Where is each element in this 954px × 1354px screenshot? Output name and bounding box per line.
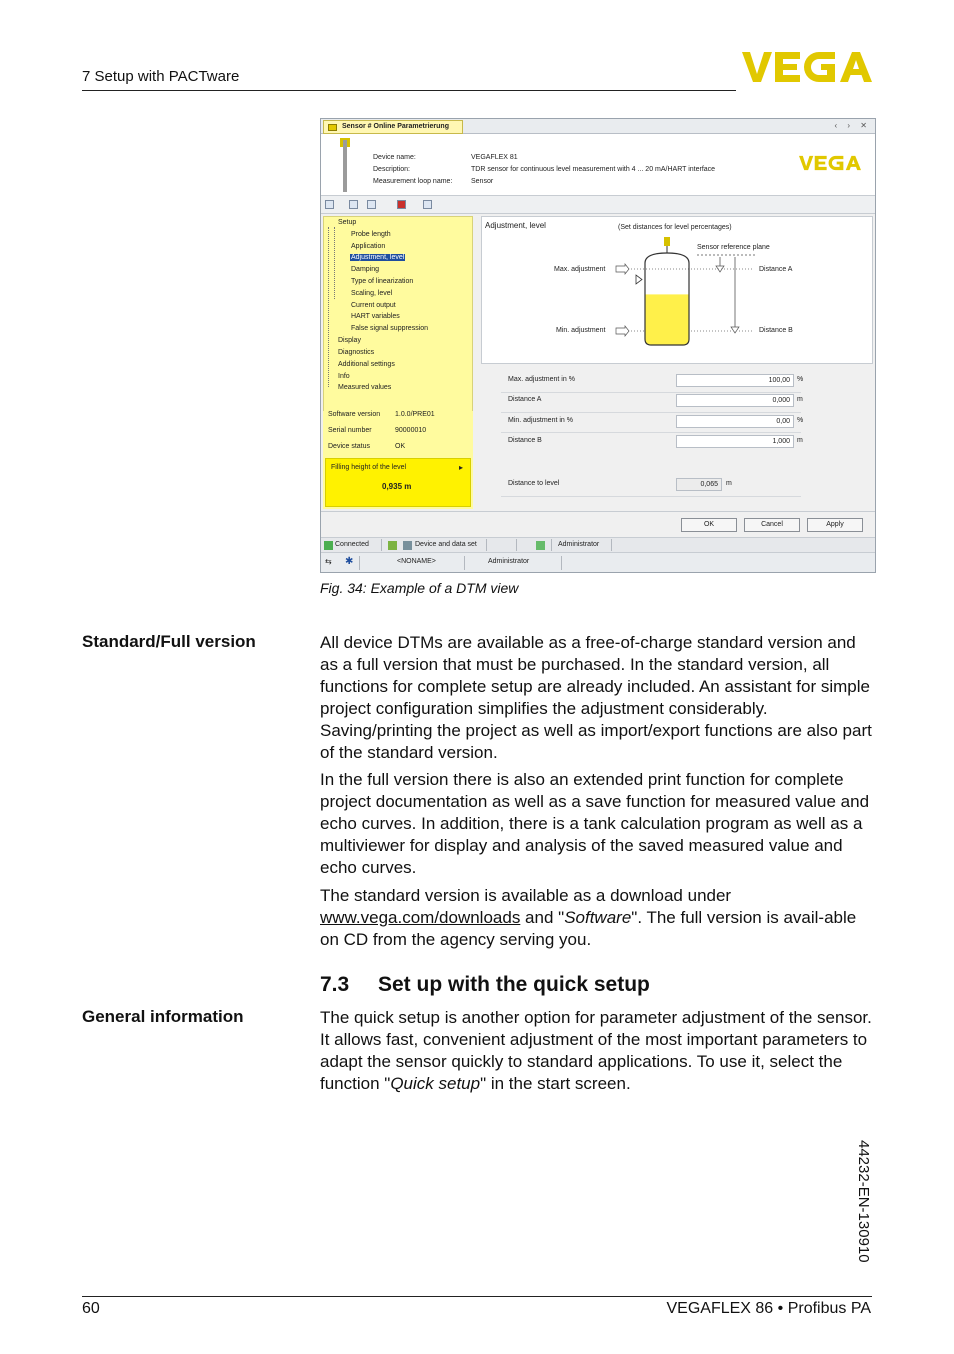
distance-to-level-label: Distance to level xyxy=(508,480,560,487)
tree-item-adjustment-level[interactable]: Adjustment, level xyxy=(351,254,405,261)
panel-subtitle: (Set distances for level percentages) xyxy=(618,224,732,231)
page-number: 60 xyxy=(82,1300,100,1317)
dtm-screenshot xyxy=(320,118,876,573)
sensor-reference-label: Sensor reference plane xyxy=(697,244,770,251)
running-header: 7 Setup with PACTware xyxy=(82,68,240,85)
device-data-status: Device and data set xyxy=(415,541,477,548)
tree-item-display[interactable]: Display xyxy=(338,337,361,344)
figure-caption: Fig. 34: Example of a DTM view xyxy=(320,580,519,596)
tree-item-additional-settings[interactable]: Additional settings xyxy=(338,361,395,368)
cancel-button[interactable]: Cancel xyxy=(744,518,800,532)
distance-a-label: Distance A xyxy=(759,266,793,273)
serial-value: 90000010 xyxy=(395,427,427,434)
device-name-value: VEGAFLEX 81 xyxy=(471,154,518,161)
adjustment-form xyxy=(481,364,873,509)
section-title: Set up with the quick setup xyxy=(378,973,650,996)
connected-status: Connected xyxy=(335,541,369,548)
apply-button[interactable]: Apply xyxy=(807,518,863,532)
vega-logo xyxy=(742,50,872,84)
print-icon[interactable] xyxy=(349,200,358,209)
tree-item-current-output[interactable]: Current output xyxy=(351,302,396,309)
filling-height-value: 0,935 m xyxy=(382,482,412,491)
min-adjustment-input[interactable]: 0,00 xyxy=(676,415,794,428)
tree-item-application[interactable]: Application xyxy=(351,243,386,250)
connected-icon xyxy=(324,541,333,550)
tank-drawing xyxy=(482,217,874,365)
max-adjustment-unit: % xyxy=(797,376,804,383)
serial-label: Serial number xyxy=(328,427,372,434)
panel-title: Adjustment, level xyxy=(485,221,546,230)
sw-version-value: 1.0.0/PRE01 xyxy=(395,411,435,418)
adjustment-diagram xyxy=(481,216,873,364)
status-bar xyxy=(321,537,875,552)
device-info xyxy=(321,134,875,196)
help-icon[interactable] xyxy=(423,200,432,209)
side-heading-general-info: General information xyxy=(82,1007,244,1026)
tree-item-info[interactable]: Info xyxy=(338,373,350,380)
sensor-head-icon xyxy=(664,237,670,246)
tree-item-scaling-level[interactable]: Scaling, level xyxy=(351,290,393,297)
distance-to-level-value: 0,065 xyxy=(676,478,722,491)
dialog-buttons xyxy=(321,511,875,537)
filling-height-box[interactable] xyxy=(325,458,471,507)
layout-icon[interactable] xyxy=(325,200,334,209)
description-value: TDR sensor for continuous level measurement with 4 ... 20 mA/HART interface xyxy=(471,166,716,173)
min-adjustment-field-label: Min. adjustment in % xyxy=(508,417,573,424)
tree-item-false-signal[interactable]: False signal suppression xyxy=(351,325,429,332)
tree-item-hart-variables[interactable]: HART variables xyxy=(351,313,400,320)
section-number: 7.3 xyxy=(320,973,350,996)
paragraph-standard-version: All device DTMs are available as a free-of-charge standard version and as a full version that must be purchased. In the standard version, all functions for complete setup are already included. An assistant for simple project configuration simplifies the adjustment considerably. Saving/printing the project as well as import/export functions are also part of the standard version. xyxy=(320,633,872,762)
tree-item-linearization[interactable]: Type of linearization xyxy=(351,278,414,285)
sync-icon xyxy=(388,541,397,550)
product-name: VEGAFLEX 86 • Profibus PA xyxy=(666,1300,871,1317)
tree-item-measured-values[interactable]: Measured values xyxy=(338,384,392,391)
document-id: 44232-EN-130910 xyxy=(855,1140,872,1263)
tools-icon[interactable] xyxy=(367,200,376,209)
device-status-value: OK xyxy=(395,443,406,450)
header-rule xyxy=(82,90,736,91)
device-name-label: Device name: xyxy=(373,154,416,161)
min-adjustment-label: Min. adjustment xyxy=(556,327,606,334)
ok-button[interactable]: OK xyxy=(681,518,737,532)
check-icon xyxy=(536,541,545,550)
tab-sensor-online[interactable]: Sensor # Online Parametrierung xyxy=(323,120,463,134)
section-heading xyxy=(320,973,650,997)
tree-item-setup[interactable]: Setup xyxy=(338,219,357,226)
device-status-label: Device status xyxy=(328,443,371,450)
network-icon[interactable]: ⇆ xyxy=(325,557,332,566)
paragraph-download: The standard version is available as a download under www.vega.com/downloads and "Software". The full version is avail-able on CD from the agency serving you. xyxy=(320,886,857,949)
sw-version-label: Software version xyxy=(328,411,381,418)
vega-logo-small xyxy=(799,154,861,172)
tab-bar xyxy=(321,119,875,134)
sensor-tab-icon xyxy=(328,124,337,131)
toolbar xyxy=(321,196,875,214)
description-label: Description: xyxy=(373,166,410,173)
max-adjustment-field-label: Max. adjustment in % xyxy=(508,376,575,383)
probe-rod-icon xyxy=(343,140,347,192)
project-status-bar xyxy=(321,552,875,572)
loop-name-label: Measurement loop name: xyxy=(373,178,453,185)
loop-name-value: Sensor xyxy=(471,178,494,185)
tree-item-diagnostics[interactable]: Diagnostics xyxy=(338,349,375,356)
tab-controls-icon[interactable]: ‹ › ✕ xyxy=(834,121,871,130)
distance-b-unit: m xyxy=(797,437,803,444)
footer-rule xyxy=(82,1296,872,1297)
side-heading-standard-full: Standard/Full version xyxy=(82,632,256,651)
language-flag-icon[interactable] xyxy=(397,200,406,209)
tree-item-damping[interactable]: Damping xyxy=(351,266,380,273)
distance-b-field-label: Distance B xyxy=(508,437,542,444)
filling-height-label: Filling height of the level xyxy=(331,464,407,471)
min-adjustment-unit: % xyxy=(797,417,804,424)
navigation-tree xyxy=(323,216,473,436)
tree-item-probe-length[interactable]: Probe length xyxy=(351,231,391,238)
paragraph-quick-setup: The quick setup is another option for parameter adjustment of the sensor. It allows fast, convenient adjustment of the most important parameters to adapt the sensor quickly to standard applications. To use it, select the function "Quick setup" in the start screen. xyxy=(320,1008,872,1093)
distance-b-label: Distance B xyxy=(759,327,793,334)
distance-a-unit: m xyxy=(797,396,803,403)
distance-a-input[interactable]: 0,000 xyxy=(676,394,794,407)
admin-field: Administrator xyxy=(488,558,530,565)
distance-to-level-unit: m xyxy=(726,480,732,487)
max-adjustment-input[interactable]: 100,00 xyxy=(676,374,794,387)
expand-arrow-icon[interactable]: ▸ xyxy=(458,463,463,472)
downloads-link[interactable]: www.vega.com/downloads xyxy=(320,908,521,927)
distance-a-field-label: Distance A xyxy=(508,396,542,403)
admin-status: Administrator xyxy=(558,541,600,548)
device-data-icon xyxy=(403,541,412,550)
paragraph-full-version: In the full version there is also an extended print function for complete project documentation as well as a save function for measured value and echo curves. In addition, there is a tank calculation program as well as a multiviewer for display and analysis of the saved measured value and echo curves. xyxy=(320,770,870,877)
distance-b-input[interactable]: 1,000 xyxy=(676,435,794,448)
max-adjustment-label: Max. adjustment xyxy=(554,266,606,273)
noname-field: <NONAME> xyxy=(397,558,436,565)
asterisk-icon[interactable]: ✱ xyxy=(345,556,354,567)
